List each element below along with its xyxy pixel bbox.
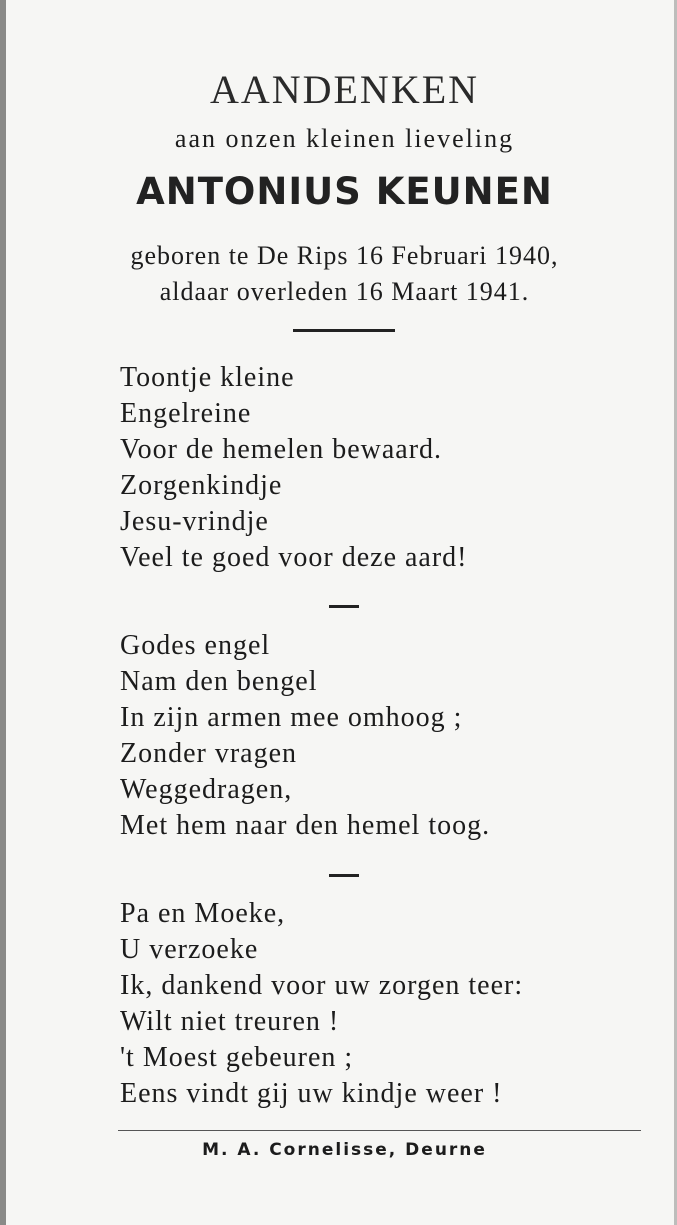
poem-line: Veel te goed voor deze aard! (120, 542, 468, 573)
poem-stanza-1 (120, 360, 468, 576)
card-subheading: aan onzen kleinen lieveling (174, 124, 515, 153)
poem-line: Godes engel (120, 630, 271, 661)
footer-rule (118, 1130, 641, 1131)
deceased-name: ANTONIUS KEUNEN (136, 170, 553, 213)
poem-line: Toontje kleine (120, 362, 295, 393)
birth-line: geboren te De Rips 16 Februari 1940, (130, 241, 559, 270)
poem-line: Voor de hemelen bewaard. (120, 434, 443, 465)
death-line: aldaar overleden 16 Maart 1941. (159, 277, 530, 306)
poem-line: Jesu-vrindje (120, 506, 269, 537)
printer-credit: M. A. Cornelisse, Deurne (202, 1140, 487, 1160)
poem-line: Weggedragen, (120, 774, 293, 805)
poem-line: Zonder vragen (120, 738, 298, 769)
poem-line: Zorgenkindje (120, 470, 283, 501)
poem-line: Engelreine (120, 398, 252, 429)
poem-line: Wilt niet treuren ! (120, 1006, 340, 1037)
stanza-separator (329, 874, 359, 877)
poem-line: Met hem naar den hemel toog. (120, 810, 491, 841)
poem-stanza-3 (120, 896, 523, 1112)
poem-line: Eens vindt gij uw kindje weer ! (120, 1078, 503, 1109)
poem-line: Nam den bengel (120, 666, 318, 697)
poem-line: Ik, dankend voor uw zorgen teer: (120, 970, 524, 1001)
poem-stanza-2 (120, 628, 490, 844)
divider-rule (293, 329, 395, 332)
poem-line: U verzoeke (120, 934, 259, 965)
poem-line: 't Moest gebeuren ; (120, 1042, 354, 1073)
poem-line: In zijn armen mee omhoog ; (120, 702, 463, 733)
card-heading: AANDENKEN (209, 67, 480, 112)
stanza-separator (329, 605, 359, 608)
life-dates (6, 238, 677, 310)
poem-line: Pa en Moeke, (120, 898, 286, 929)
